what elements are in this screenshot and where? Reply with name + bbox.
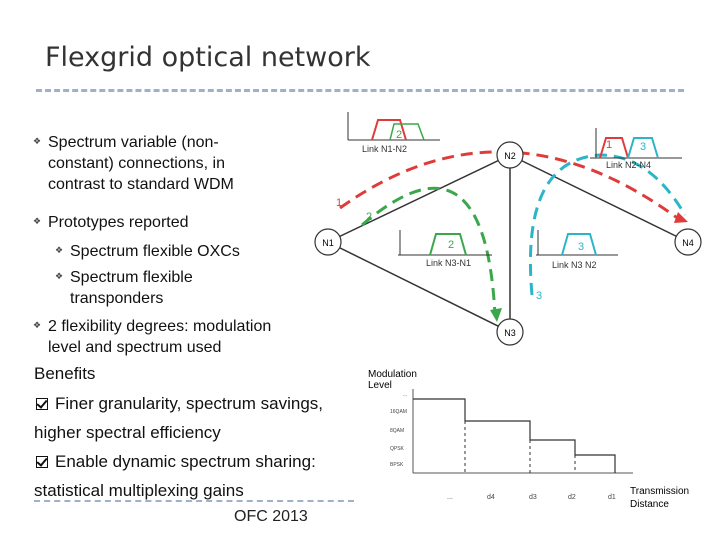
node-n2-label: N2 [504,151,516,161]
level-label: ... [403,392,408,398]
level-tick-labels [390,392,407,468]
benefit-line: Enable dynamic spectrum sharing: [55,452,316,471]
xlabel-line: Distance [630,499,669,510]
modulation-staircase-figure [365,365,710,515]
bullet-line: Spectrum variable (non- [48,134,219,151]
arrow-head-icon [490,308,502,322]
bullet-line: transponders [70,290,164,307]
node-n1-label: N1 [322,238,334,248]
bullet-line: contrast to standard WDM [48,176,234,193]
link-label: Link N2-N4 [606,160,652,170]
bullet-marker-icon: ❖ [33,320,42,330]
bullet-line: constant) connections, in [48,155,225,172]
spectrum-plot-n3n2 [536,230,618,255]
distance-label: ... [447,494,453,501]
link-label: Link N1-N2 [362,144,408,154]
channel-number: 2 [448,239,455,251]
distance-label: d4 [487,494,495,501]
bullet-line: 2 flexibility degrees: modulation [48,318,272,335]
bullet-marker-icon: ❖ [55,245,64,255]
bullet-marker-icon: ❖ [33,216,42,226]
level-label: BPSK [390,462,404,468]
channel-number: 3 [578,241,585,253]
sub-bullet-transponders [70,267,193,309]
page-title: Flexgrid optical network [45,42,371,73]
ylabel-line: Level [368,380,392,391]
link-label: Link N3 N2 [552,260,597,270]
distance-label: d2 [568,494,576,501]
spectrum-plot-n3n1 [398,230,492,255]
network-diagram [300,100,710,350]
staircase-line [413,399,615,473]
checkbox-icon [36,398,48,410]
footer-text: OFC 2013 [234,508,308,525]
bullet-prototypes: Prototypes reported [48,214,189,231]
footer-divider [34,500,354,502]
title-divider [36,89,684,92]
bullet-spectrum-variable [48,132,234,195]
level-label: QPSK [390,446,404,452]
node-n3-label: N3 [504,328,516,338]
distance-label: d3 [529,494,537,501]
link-label: Link N3-N1 [426,258,472,268]
lightpath-teal [530,155,685,295]
sub-bullet-oxcs: Spectrum flexible OXCs [70,243,240,260]
spectrum-plot-n2n4 [590,128,682,158]
spectrum-plot-n1n2 [348,112,440,140]
benefit-line: statistical multiplexing gains [34,481,244,500]
benefit-line: higher spectral efficiency [34,423,221,442]
bullet-line: Spectrum flexible [70,269,193,286]
bullet-flexibility-degrees [48,316,271,358]
lightpath-green [362,188,495,315]
channel-number: 2 [396,129,403,141]
bullet-line: level and spectrum used [48,339,222,356]
xlabel-line: Transmission [630,486,690,497]
arrow-head-icon [674,212,688,223]
channel-number: 1 [606,139,613,151]
level-label: 8QAM [390,428,405,434]
nodes [315,142,701,345]
checkbox-icon [36,456,48,468]
ylabel-line: Modulation [368,369,417,380]
channel-number: 2 [366,211,373,223]
distance-label: d1 [608,494,616,501]
channel-number: 3 [536,290,543,302]
benefits-heading: Benefits [34,364,96,383]
bullet-marker-icon: ❖ [33,136,42,146]
benefit-line: Finer granularity, spectrum savings, [55,394,324,413]
node-n4-label: N4 [682,238,694,248]
level-label: 16QAM [390,409,407,415]
channel-number: 3 [640,141,647,153]
step-guides [465,421,615,473]
bullet-marker-icon: ❖ [55,271,64,281]
channel-number: 1 [336,197,343,209]
